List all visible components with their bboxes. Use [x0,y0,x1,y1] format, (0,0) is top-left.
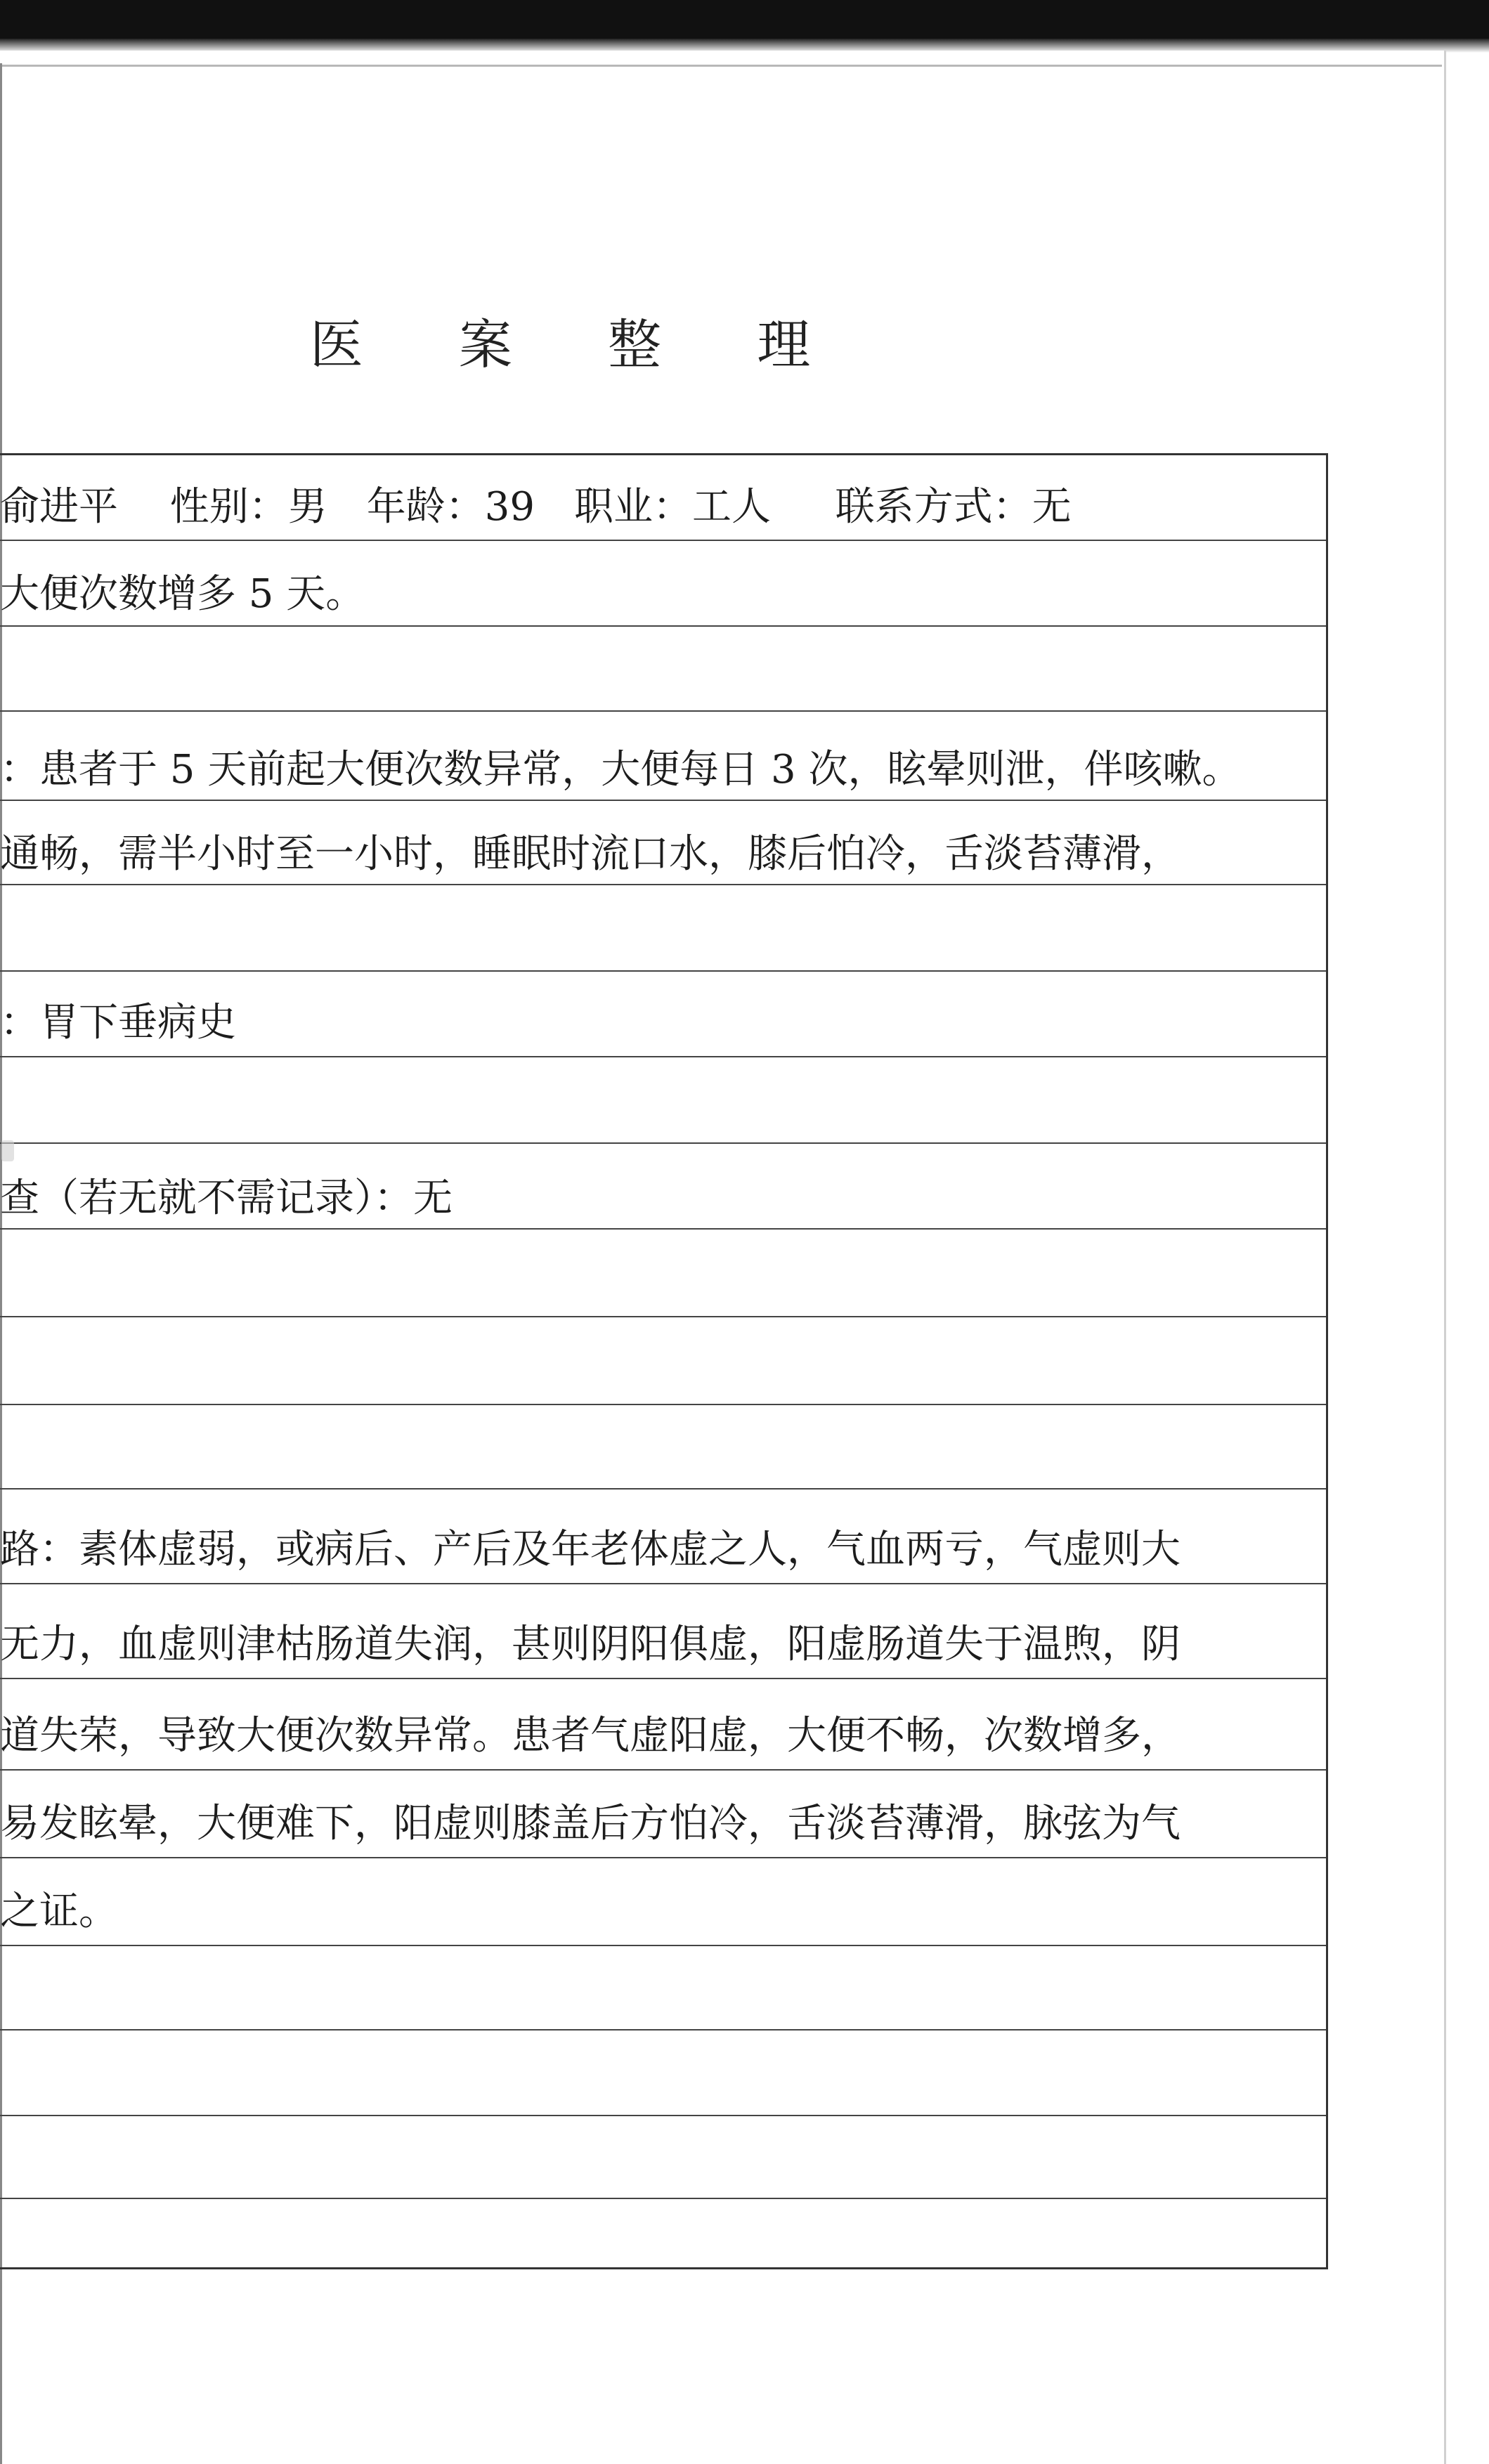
rule-line [0,1583,1326,1584]
analysis-line-1: 路：素体虚弱，或病后、产后及年老体虚之人，气血两亏，气虚则大 [0,1527,1181,1572]
scan-mark [1,1140,14,1161]
rule-line [0,1228,1326,1230]
rule-line [0,2198,1326,2199]
present-illness-line-2: 通畅，需半小时至一小时，睡眠时流口水，膝后怕冷，舌淡苔薄滑， [0,831,1181,877]
rule-line [0,710,1326,712]
analysis-line-2: 无力，血虚则津枯肠道失润，甚则阴阳俱虚，阳虚肠道失于温煦，阴 [0,1622,1181,1667]
record-form [0,453,1328,2269]
rule-line [0,1945,1326,1946]
analysis-line-5: 之证。 [0,1889,118,1934]
rule-line [0,2115,1326,2116]
analysis-line-4: 易发眩晕，大便难下，阳虚则膝盖后方怕冷，舌淡苔薄滑，脉弦为气 [0,1801,1181,1846]
analysis-line-3: 道失荣，导致大便次数异常。患者气虚阳虚，大便不畅，次数增多， [0,1713,1181,1759]
rule-line [0,540,1326,541]
rule-line [0,970,1326,972]
rule-line [0,2029,1326,2030]
rule-line [0,1404,1326,1405]
examination-line: 查（若无就不需记录）：无 [0,1175,453,1221]
chief-complaint-line: 大便次数增多 5 天。 [0,571,365,617]
rule-line [0,1316,1326,1317]
sheet-edge [0,65,1442,67]
rule-line [0,1678,1326,1679]
rule-line [0,1488,1326,1490]
rule-line [0,1056,1326,1057]
rule-line [0,1142,1326,1144]
past-history-line: ：胃下垂病史 [0,1000,236,1045]
rule-line [0,884,1326,885]
present-illness-line-1: ：患者于 5 天前起大便次数异常，大便每日 3 次，眩晕则泄，伴咳嗽。 [0,747,1242,793]
patient-info-line: 俞进平 性别：男 年龄：39 职业：工人 联系方式：无 [0,484,1072,530]
rule-line [0,1857,1326,1858]
rule-line [0,625,1326,627]
rule-line [0,1769,1326,1771]
rule-line [0,800,1326,801]
page-title: 医 案 整 理 [309,313,850,376]
